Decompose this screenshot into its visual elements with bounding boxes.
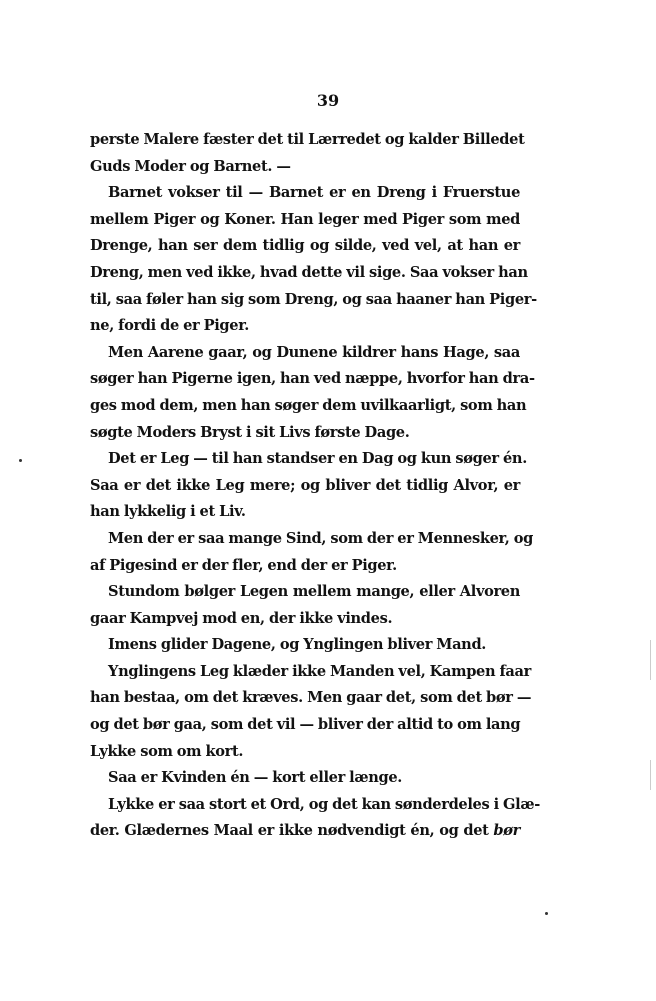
text-line: [90, 473, 520, 500]
text-line: [90, 446, 527, 473]
body-text: [90, 127, 540, 845]
text-line-content: han bestaa, om det kræves. Men gaar det, som det bør —: [90, 689, 532, 707]
text-line-content: Lykke er saa stort et Ord, og det kan sønderdeles i Glæ-: [108, 795, 540, 813]
text-line: [90, 553, 520, 580]
text-line: [90, 154, 520, 181]
text-line: [90, 233, 520, 260]
text-line-content: Imens glider Dagene, og Ynglingen bliver Mand.: [108, 636, 487, 654]
text-line: [90, 180, 520, 207]
text-line-content: til, saa føler han sig som Dreng, og saa haaner han Piger-: [90, 290, 537, 308]
text-line-content: ges mod dem, men han søger dem uvilkaarligt, som han: [90, 396, 527, 414]
text-line-content: ne, fordi de er Piger.: [90, 317, 249, 335]
text-line-content: Guds Moder og Barnet. —: [90, 157, 291, 175]
text-line: [90, 712, 520, 739]
text-line: [90, 366, 535, 393]
text-line: [90, 526, 534, 553]
text-line-content: Men der er saa mange Sind, som der er Mennesker, og: [108, 529, 534, 547]
text-line: [90, 632, 520, 659]
text-line: [90, 393, 527, 420]
text-line: [90, 579, 520, 606]
text-line-content: Lykke som om kort.: [90, 742, 244, 760]
text-line: [90, 792, 540, 819]
text-line-content: søger han Pigerne igen, han ved næppe, hvorfor han dra-: [90, 370, 535, 388]
text-line-content: han lykkelig i et Liv.: [90, 503, 246, 521]
text-line: [90, 127, 525, 154]
scan-speck: [545, 912, 548, 915]
scan-margin-mark: [650, 640, 651, 680]
text-line-content: af Pigesind er der fler, end der er Piger.: [90, 556, 397, 574]
text-line: [90, 499, 520, 526]
text-line: [90, 818, 520, 845]
text-line: [90, 685, 532, 712]
text-line-content: Drenge, han ser dem tidlig og silde, ved vel, at han er: [90, 237, 520, 255]
text-line-content: perste Malere fæster det til Lærredet og kalder Billedet: [90, 131, 525, 148]
text-line-content: og det bør gaa, som det vil — bliver der altid to om lang: [90, 716, 521, 734]
text-line: [90, 765, 520, 792]
italic-word: bør: [493, 822, 520, 840]
text-line-content: Stundom bølger Legen mellem mange, eller Alvoren: [108, 583, 520, 601]
text-line: [90, 739, 520, 766]
text-line: [90, 606, 520, 633]
page-number: 39: [316, 91, 340, 110]
text-line-content: Ynglingens Leg klæder ikke Manden vel, Kampen faar: [108, 662, 531, 680]
text-line: [90, 260, 528, 287]
text-line-content: der. Glædernes Maal er ikke nødvendigt én, og det: [90, 822, 494, 840]
text-line-content: Saa er Kvinden én — kort eller længe.: [108, 769, 403, 787]
text-line: [90, 313, 520, 340]
text-line: [90, 287, 537, 314]
text-line: [90, 659, 531, 686]
text-line-content: gaar Kampvej mod en, der ikke vindes.: [90, 609, 393, 627]
text-line: [90, 340, 520, 367]
scan-margin-mark: [650, 760, 651, 790]
text-line: [90, 420, 520, 447]
scan-speck: [19, 459, 22, 462]
text-line-content: Barnet vokser til — Barnet er en Dreng i Fruerstue: [108, 184, 520, 202]
text-line-content: søgte Moders Bryst i sit Livs første Dage.: [90, 423, 410, 441]
text-line-content: mellem Piger og Koner. Han leger med Piger som med: [90, 210, 520, 228]
text-line-content: Dreng, men ved ikke, hvad dette vil sige. Saa vokser han: [90, 263, 528, 281]
text-line-content: Men Aarene gaar, og Dunene kildrer hans Hage, saa: [108, 343, 520, 361]
text-line-content: Saa er det ikke Leg mere; og bliver det tidlig Alvor, er: [90, 476, 520, 494]
text-line-content: Det er Leg — til han standser en Dag og kun søger én.: [108, 450, 527, 468]
text-line: [90, 207, 520, 234]
